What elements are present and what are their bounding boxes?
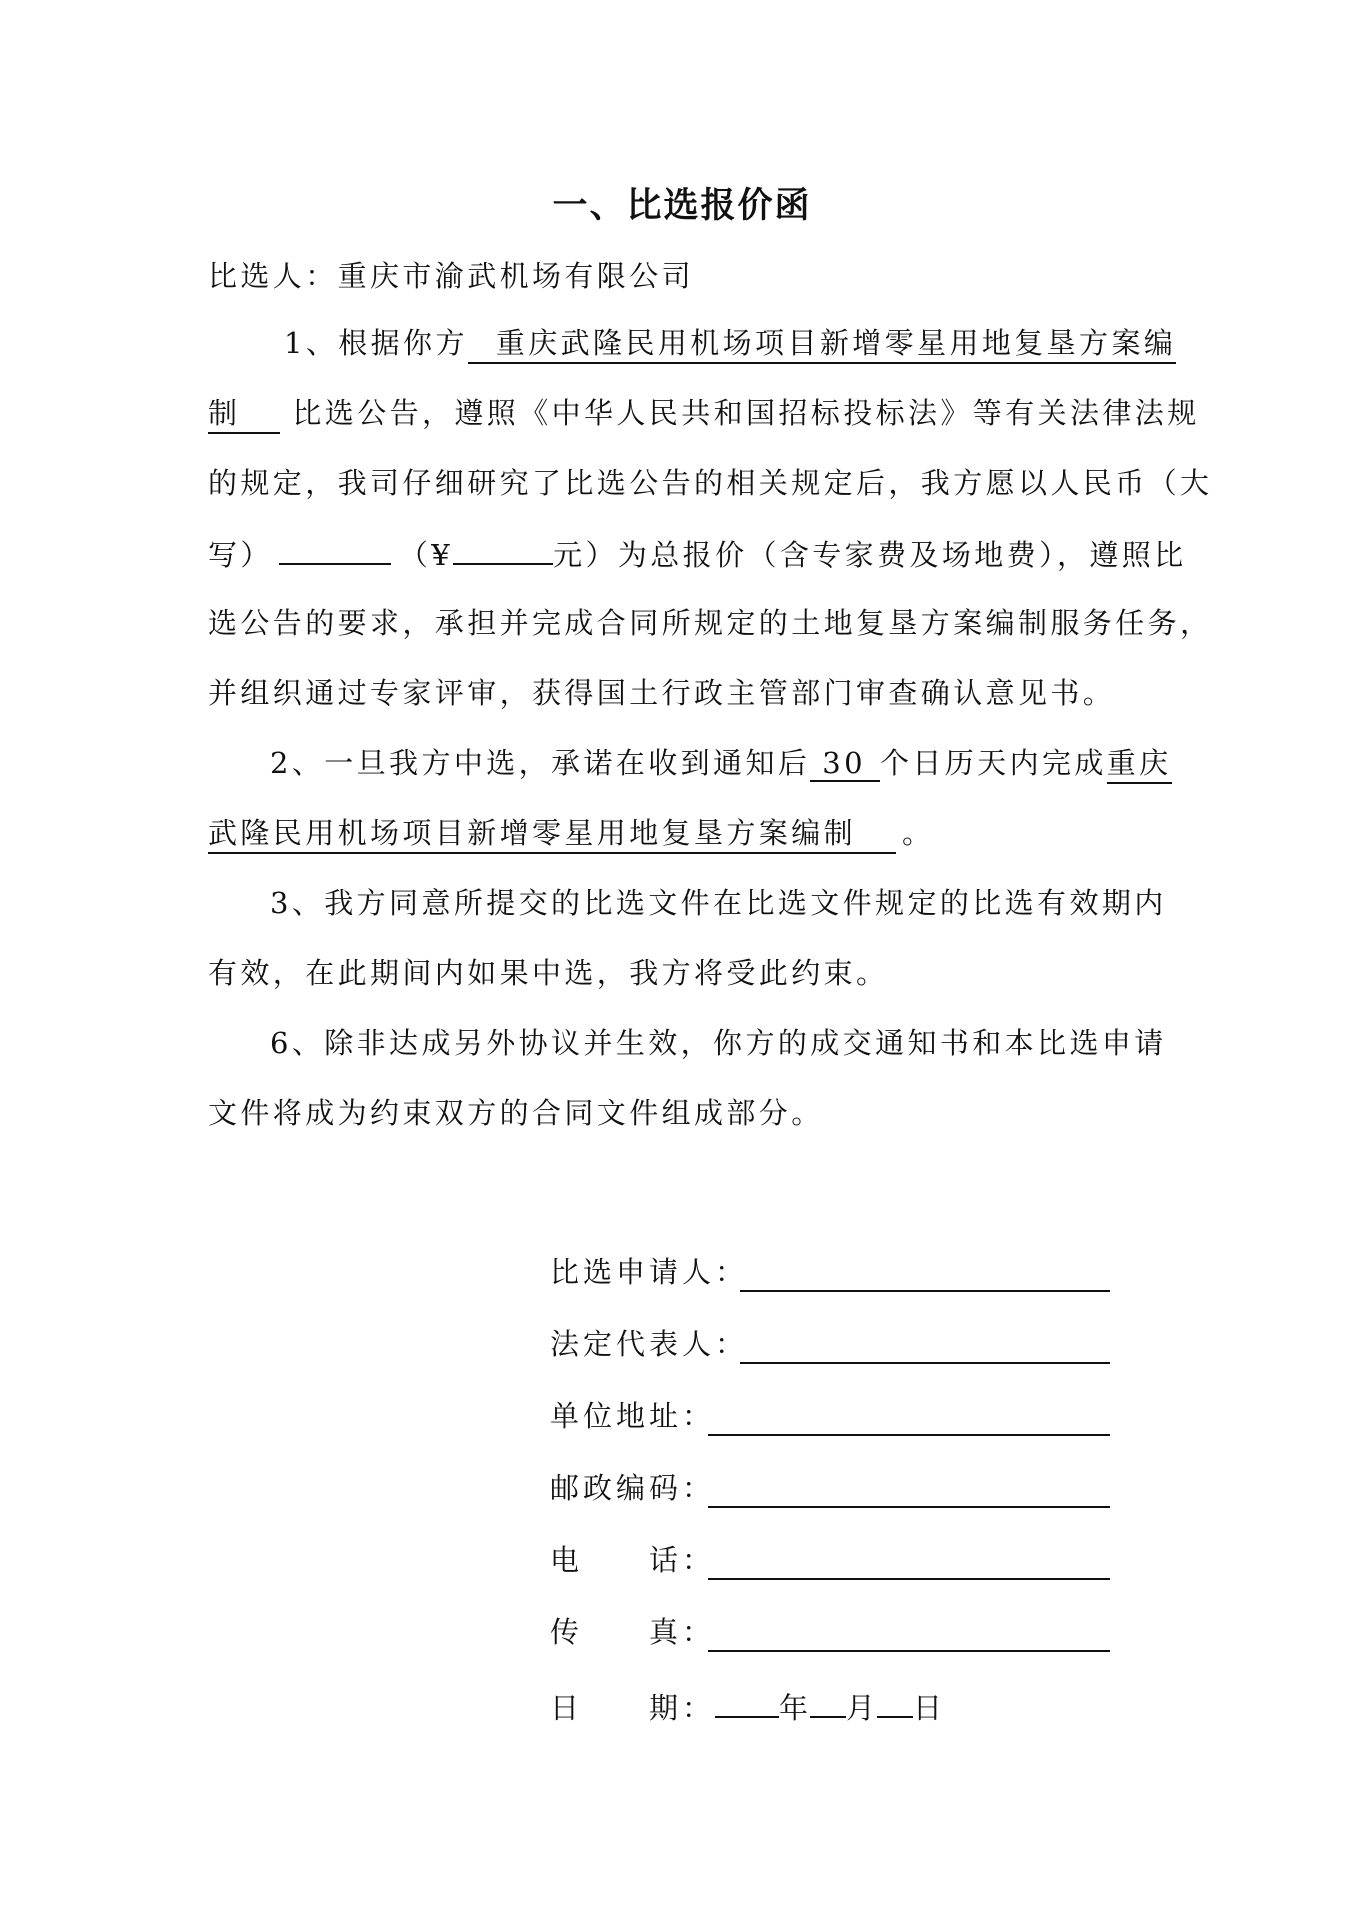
- postcode-field[interactable]: [708, 1506, 1110, 1508]
- p3-line2: 有效，在此期间内如果中选，我方将受此约束。: [208, 956, 889, 990]
- p1-line4: [208, 533, 1187, 575]
- p2-project-part2: 武隆民用机场项目新增零星用地复垦方案编制: [208, 816, 896, 854]
- p1-project-part2: 制: [208, 396, 280, 434]
- p2-end: 。: [902, 816, 935, 850]
- p1-line5: 选公告的要求，承担并完成合同所规定的土地复垦方案编制服务任务，: [208, 606, 1213, 640]
- date-month-label: 月: [846, 1691, 878, 1725]
- date-day-label: 日: [913, 1691, 945, 1725]
- p1-line4-a: 写）: [208, 538, 273, 572]
- date-label: 日 期：: [550, 1691, 716, 1725]
- p3-line1: 3、我方同意所提交的比选文件在比选文件规定的比选有效期内: [270, 886, 1167, 920]
- fax-field[interactable]: [708, 1650, 1110, 1652]
- p1-line6: 并组织通过专家评审，获得国土行政主管部门审查确认意见书。: [208, 676, 1116, 710]
- fax-label: 传 真：: [550, 1615, 716, 1649]
- amount-words-blank[interactable]: [279, 533, 391, 565]
- p1-line4-c: 元）为总报价（含专家费及场地费），遵照比: [553, 538, 1187, 572]
- p1-line2: [208, 393, 1200, 434]
- p2-project-part1: 重庆: [1107, 746, 1172, 784]
- p2-prefix: 2、一旦我方中选，承诺在收到通知后: [270, 746, 811, 780]
- address-label: 单位地址：: [550, 1399, 716, 1433]
- legal-rep-label: 法定代表人：: [550, 1327, 749, 1361]
- date-row: [550, 1686, 944, 1728]
- date-year-label: 年: [779, 1691, 811, 1725]
- p1-prefix: 1、根据你方: [284, 326, 468, 360]
- p2-line1: [270, 743, 1172, 784]
- p1-line2-rest: 比选公告，遵照《中华人民共和国招标投标法》等有关法律法规: [292, 396, 1200, 430]
- p1-line3: 的规定，我司仔细研究了比选公告的相关规定后，我方愿以人民币（大: [208, 466, 1213, 500]
- page-title: 一、比选报价函: [552, 186, 812, 226]
- applicant-label: 比选申请人：: [550, 1255, 749, 1289]
- p2-days: 30: [810, 746, 880, 782]
- legal-rep-field[interactable]: [740, 1362, 1110, 1364]
- date-month-field[interactable]: [810, 1686, 846, 1718]
- p2-line2: [208, 813, 934, 854]
- postcode-label: 邮政编码：: [550, 1471, 716, 1505]
- date-year-field[interactable]: [715, 1686, 779, 1718]
- p6-line1: 6、除非达成另外协议并生效，你方的成交通知书和本比选申请: [270, 1026, 1167, 1060]
- p1-project-part1: 重庆武隆民用机场项目新增零星用地复垦方案编: [468, 326, 1176, 364]
- date-day-field[interactable]: [877, 1686, 913, 1718]
- p2-mid: 个日历天内完成: [879, 746, 1107, 780]
- p6-line2: 文件将成为约束双方的合同文件组成部分。: [208, 1096, 824, 1130]
- address-field[interactable]: [708, 1434, 1110, 1436]
- phone-field[interactable]: [708, 1578, 1110, 1580]
- phone-label: 电 话：: [550, 1543, 716, 1577]
- amount-number-blank[interactable]: [453, 533, 553, 565]
- p1-line4-b: （¥: [398, 538, 454, 572]
- applicant-field[interactable]: [740, 1290, 1110, 1292]
- addressee: 比选人：重庆市渝武机场有限公司: [208, 259, 695, 293]
- p1-line1: [284, 323, 1176, 364]
